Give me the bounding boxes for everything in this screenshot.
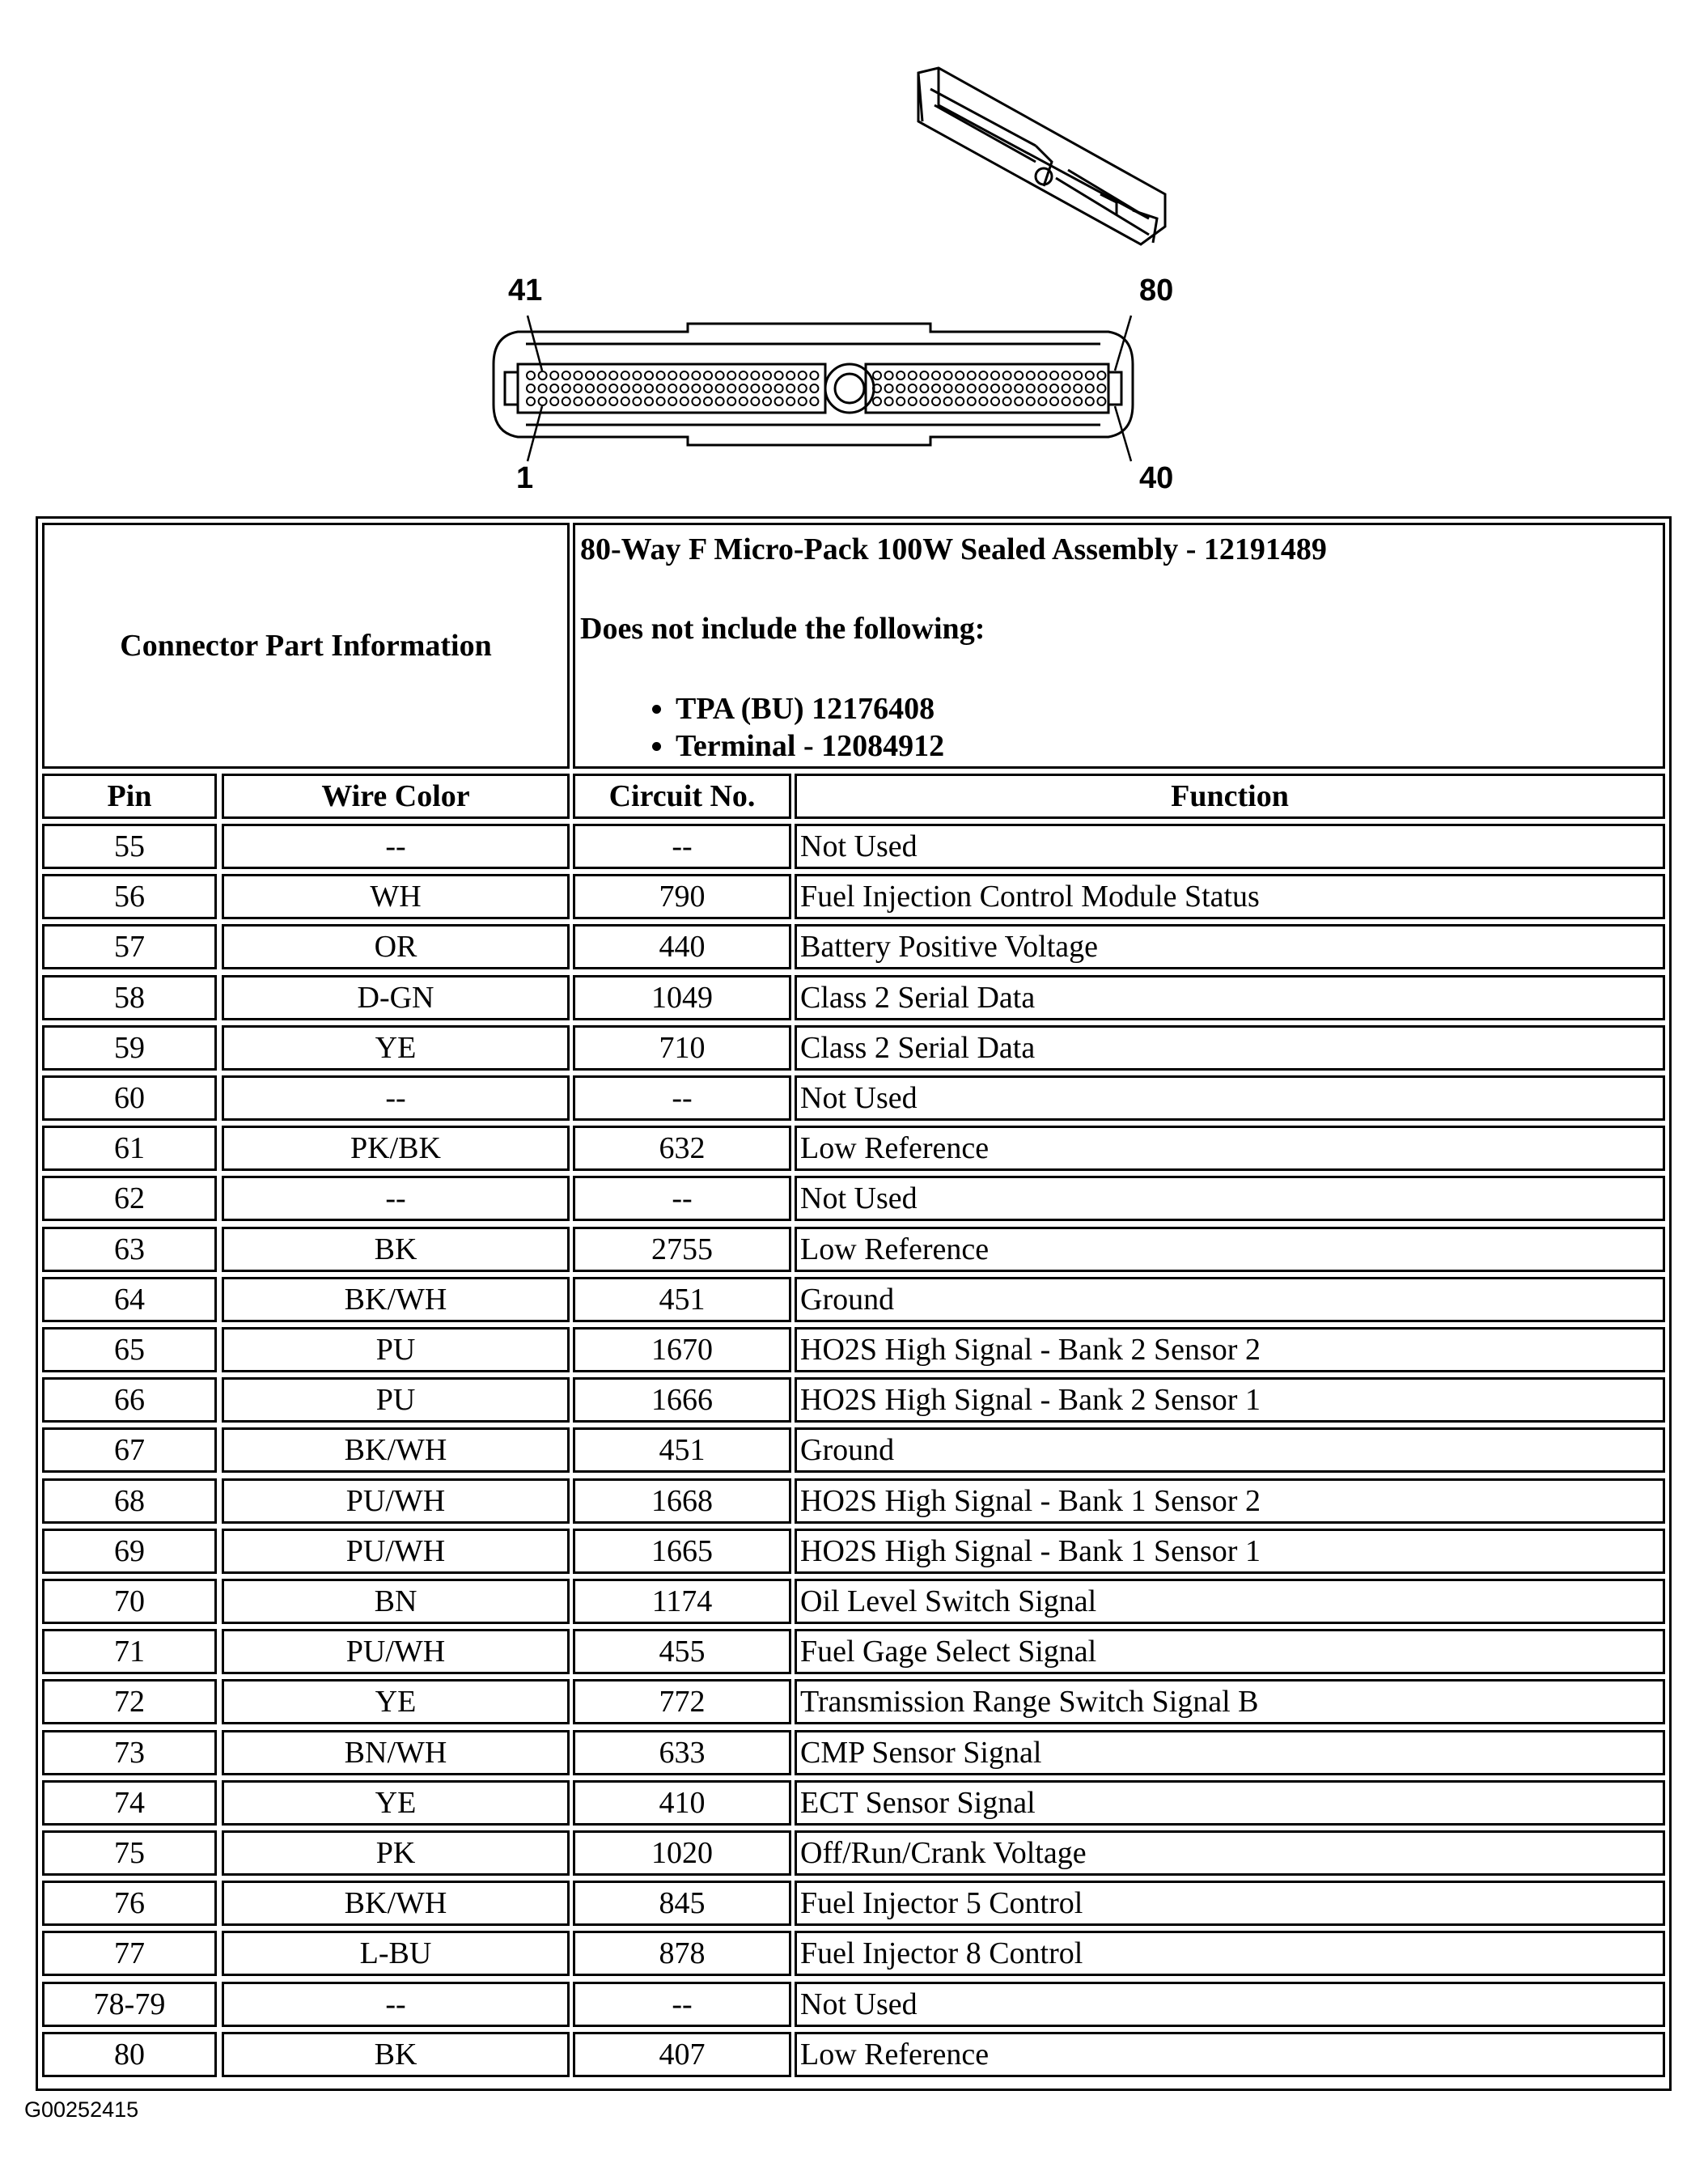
pin-hole <box>885 397 893 405</box>
pin-holes <box>527 371 1105 405</box>
pin-hole <box>621 384 629 392</box>
cell-wire-color: BK/WH <box>222 1427 570 1473</box>
pin-hole <box>527 397 535 405</box>
excludes-heading: Does not include the following: <box>580 612 985 646</box>
pin-hole <box>920 397 928 405</box>
pin-hole <box>799 384 807 392</box>
cell-function: Class 2 Serial Data <box>795 975 1665 1020</box>
cell-wire-color: BK <box>222 1227 570 1272</box>
excludes-item: • Terminal - 12084912 <box>676 727 944 765</box>
pin-hole <box>799 397 807 405</box>
pin-hole <box>1050 397 1058 405</box>
cell-circuit: 1666 <box>573 1377 791 1423</box>
pin-hole <box>574 371 582 380</box>
cell-circuit: 440 <box>573 924 791 969</box>
pin-hole <box>810 397 818 405</box>
pin-hole <box>810 371 818 380</box>
cell-pin: 75 <box>42 1830 217 1876</box>
pin-hole <box>751 397 759 405</box>
cell-wire-color: -- <box>222 1075 570 1121</box>
cell-function: Low Reference <box>795 1126 1665 1171</box>
cell-wire-color: BK/WH <box>222 1277 570 1322</box>
pin-label-41: 41 <box>508 274 543 307</box>
cell-pin: 73 <box>42 1730 217 1775</box>
cell-function: HO2S High Signal - Bank 1 Sensor 2 <box>795 1478 1665 1524</box>
cell-wire-color: YE <box>222 1679 570 1724</box>
cell-pin: 58 <box>42 975 217 1020</box>
cell-function: Not Used <box>795 1075 1665 1121</box>
pin-hole <box>991 384 999 392</box>
pin-hole <box>740 384 748 392</box>
pin-hole <box>909 397 917 405</box>
pin-hole <box>991 397 999 405</box>
pin-hole <box>751 384 759 392</box>
cell-wire-color: L-BU <box>222 1931 570 1976</box>
pin-hole <box>586 371 594 380</box>
cell-circuit: 632 <box>573 1126 791 1171</box>
cell-pin: 69 <box>42 1529 217 1574</box>
pin-hole <box>799 371 807 380</box>
cell-circuit: 878 <box>573 1931 791 1976</box>
pin-hole <box>1074 371 1082 380</box>
pin-hole <box>633 384 641 392</box>
cell-pin: 55 <box>42 824 217 869</box>
pin-hole <box>645 384 653 392</box>
cell-wire-color: BK <box>222 2032 570 2077</box>
connector-part-info-title: Connector Part Information <box>120 629 492 663</box>
pin-hole <box>598 397 606 405</box>
pin-hole <box>550 384 558 392</box>
pin-hole <box>598 371 606 380</box>
cell-wire-color: PU/WH <box>222 1629 570 1674</box>
cell-circuit: 2755 <box>573 1227 791 1272</box>
pin-hole <box>991 371 999 380</box>
cell-function: CMP Sensor Signal <box>795 1730 1665 1775</box>
cell-circuit: 410 <box>573 1780 791 1826</box>
pin-hole <box>944 371 952 380</box>
pin-hole <box>810 384 818 392</box>
pin-hole <box>968 397 976 405</box>
cell-wire-color: -- <box>222 1176 570 1221</box>
pin-hole <box>751 371 759 380</box>
cell-pin: 56 <box>42 874 217 919</box>
cell-pin: 72 <box>42 1679 217 1724</box>
pin-hole <box>944 384 952 392</box>
pin-hole <box>896 384 905 392</box>
header-circuit: Circuit No. <box>573 774 791 819</box>
pin-hole <box>598 384 606 392</box>
cell-circuit: 1174 <box>573 1579 791 1624</box>
cell-circuit: -- <box>573 824 791 869</box>
excludes-list <box>580 690 944 765</box>
pin-hole <box>1038 384 1046 392</box>
pin-hole <box>763 397 771 405</box>
pin-hole <box>1027 397 1035 405</box>
pin-label-1: 1 <box>516 461 534 495</box>
cell-function: Fuel Gage Select Signal <box>795 1629 1665 1674</box>
cell-pin: 61 <box>42 1126 217 1171</box>
cell-wire-color: -- <box>222 1982 570 2027</box>
pin-hole <box>740 397 748 405</box>
cell-circuit: 710 <box>573 1025 791 1071</box>
connector-3d-view <box>918 68 1165 244</box>
pin-hole <box>956 397 964 405</box>
pin-label-80: 80 <box>1139 274 1174 307</box>
cell-pin: 66 <box>42 1377 217 1423</box>
pin-hole <box>896 371 905 380</box>
cell-function: Fuel Injector 5 Control <box>795 1881 1665 1926</box>
cell-wire-color: WH <box>222 874 570 919</box>
pin-hole <box>786 371 795 380</box>
cell-circuit: 845 <box>573 1881 791 1926</box>
pin-hole <box>1062 371 1070 380</box>
figure-code: G00252415 <box>24 2097 139 2122</box>
pin-hole <box>727 384 735 392</box>
pin-hole <box>668 371 676 380</box>
cell-pin: 57 <box>42 924 217 969</box>
pin-hole <box>932 371 940 380</box>
pin-hole <box>692 384 700 392</box>
pin-hole <box>1015 384 1023 392</box>
pin-hole <box>1086 397 1094 405</box>
pin-hole <box>562 384 570 392</box>
cell-wire-color: PK <box>222 1830 570 1876</box>
cell-pin: 74 <box>42 1780 217 1826</box>
pin-hole <box>609 397 617 405</box>
cell-wire-color: PU <box>222 1377 570 1423</box>
pin-hole <box>740 371 748 380</box>
pin-hole <box>562 397 570 405</box>
cell-function: HO2S High Signal - Bank 2 Sensor 2 <box>795 1327 1665 1372</box>
cell-function: ECT Sensor Signal <box>795 1780 1665 1826</box>
cell-function: Off/Run/Crank Voltage <box>795 1830 1665 1876</box>
pin-hole <box>539 371 547 380</box>
cell-wire-color: PK/BK <box>222 1126 570 1171</box>
pin-hole <box>716 397 724 405</box>
pin-hole <box>680 371 689 380</box>
cell-function: Low Reference <box>795 2032 1665 2077</box>
pin-hole <box>621 397 629 405</box>
pin-hole <box>1050 384 1058 392</box>
cell-circuit: 451 <box>573 1427 791 1473</box>
pin-hole <box>979 371 987 380</box>
cell-function: Ground <box>795 1277 1665 1322</box>
pin-hole <box>657 371 665 380</box>
pin-hole <box>909 384 917 392</box>
pin-hole <box>727 397 735 405</box>
cell-function: HO2S High Signal - Bank 1 Sensor 1 <box>795 1529 1665 1574</box>
cell-pin: 59 <box>42 1025 217 1071</box>
cell-wire-color: BK/WH <box>222 1881 570 1926</box>
cell-function: Transmission Range Switch Signal B <box>795 1679 1665 1724</box>
pin-hole <box>968 371 976 380</box>
cell-pin: 63 <box>42 1227 217 1272</box>
connector-drawing <box>453 57 1197 510</box>
pin-hole <box>909 371 917 380</box>
pin-hole <box>574 384 582 392</box>
pin-label-40: 40 <box>1139 461 1174 495</box>
cell-pin: 71 <box>42 1629 217 1674</box>
cell-circuit: -- <box>573 1176 791 1221</box>
pin-hole <box>896 397 905 405</box>
pin-hole <box>633 371 641 380</box>
pin-hole <box>680 384 689 392</box>
pin-hole <box>775 371 783 380</box>
pin-hole <box>1015 397 1023 405</box>
cell-pin: 77 <box>42 1931 217 1976</box>
pin-hole <box>1003 384 1011 392</box>
cell-circuit: 1049 <box>573 975 791 1020</box>
pin-hole <box>932 384 940 392</box>
pin-hole <box>550 397 558 405</box>
pin-hole <box>1003 371 1011 380</box>
pin-hole <box>527 371 535 380</box>
cell-wire-color: YE <box>222 1780 570 1826</box>
cell-circuit: 772 <box>573 1679 791 1724</box>
pin-hole <box>873 397 881 405</box>
pin-hole <box>609 384 617 392</box>
pin-hole <box>775 384 783 392</box>
pin-hole <box>1027 384 1035 392</box>
pin-hole <box>704 371 712 380</box>
pin-hole <box>1097 371 1105 380</box>
pin-hole <box>885 371 893 380</box>
pin-hole <box>1074 384 1082 392</box>
pin-hole <box>657 397 665 405</box>
cell-pin: 70 <box>42 1579 217 1624</box>
pin-hole <box>527 384 535 392</box>
cell-circuit: 451 <box>573 1277 791 1322</box>
cell-circuit: 1668 <box>573 1478 791 1524</box>
cell-function: Not Used <box>795 1982 1665 2027</box>
cell-circuit: -- <box>573 1075 791 1121</box>
pin-hole <box>1003 397 1011 405</box>
cell-circuit: 633 <box>573 1730 791 1775</box>
pin-hole <box>1086 371 1094 380</box>
pin-hole <box>668 397 676 405</box>
cell-wire-color: D-GN <box>222 975 570 1020</box>
cell-function: Class 2 Serial Data <box>795 1025 1665 1071</box>
pin-hole <box>645 397 653 405</box>
cell-wire-color: PU/WH <box>222 1529 570 1574</box>
pin-hole <box>775 397 783 405</box>
pin-hole <box>920 371 928 380</box>
pin-hole <box>586 384 594 392</box>
cell-circuit: 407 <box>573 2032 791 2077</box>
cell-function: Fuel Injector 8 Control <box>795 1931 1665 1976</box>
cell-pin: 60 <box>42 1075 217 1121</box>
pin-hole <box>1062 397 1070 405</box>
pin-hole <box>692 397 700 405</box>
connector-diagram <box>453 57 1197 510</box>
pin-hole <box>609 371 617 380</box>
cell-pin: 64 <box>42 1277 217 1322</box>
pin-hole <box>657 384 665 392</box>
pin-hole <box>539 384 547 392</box>
pin-hole <box>668 384 676 392</box>
cell-pin: 67 <box>42 1427 217 1473</box>
pin-hole <box>550 371 558 380</box>
pin-hole <box>621 371 629 380</box>
pin-hole <box>786 384 795 392</box>
cell-pin: 62 <box>42 1176 217 1221</box>
cell-pin: 68 <box>42 1478 217 1524</box>
pin-hole <box>574 397 582 405</box>
pin-hole <box>727 371 735 380</box>
pin-hole <box>716 371 724 380</box>
pin-hole <box>1038 371 1046 380</box>
cell-function: Battery Positive Voltage <box>795 924 1665 969</box>
pin-hole <box>1038 397 1046 405</box>
pin-hole <box>885 384 893 392</box>
cell-pin: 76 <box>42 1881 217 1926</box>
pin-hole <box>704 384 712 392</box>
cell-pin: 80 <box>42 2032 217 2077</box>
pin-hole <box>873 371 881 380</box>
pin-hole <box>539 397 547 405</box>
pin-hole <box>763 371 771 380</box>
pin-hole <box>1050 371 1058 380</box>
pin-hole <box>692 371 700 380</box>
cell-circuit: -- <box>573 1982 791 2027</box>
assembly-title: 80-Way F Micro-Pack 100W Sealed Assembly - 12191489 <box>580 532 1327 566</box>
connector-part-info-label <box>42 523 570 769</box>
cell-function: Ground <box>795 1427 1665 1473</box>
header-function: Function <box>795 774 1665 819</box>
cell-circuit: 790 <box>573 874 791 919</box>
pin-hole <box>562 371 570 380</box>
pin-hole <box>956 371 964 380</box>
cell-wire-color: BN/WH <box>222 1730 570 1775</box>
pin-hole <box>1027 371 1035 380</box>
pin-hole <box>1074 397 1082 405</box>
pin-hole <box>1097 384 1105 392</box>
pin-hole <box>956 384 964 392</box>
pin-hole <box>1086 384 1094 392</box>
pin-hole <box>979 397 987 405</box>
pin-hole <box>680 397 689 405</box>
pin-hole <box>586 397 594 405</box>
pin-hole <box>716 384 724 392</box>
cell-wire-color: -- <box>222 824 570 869</box>
cell-function: Not Used <box>795 1176 1665 1221</box>
pin-hole <box>633 397 641 405</box>
pin-hole <box>1015 371 1023 380</box>
cell-wire-color: YE <box>222 1025 570 1071</box>
cell-function: Fuel Injection Control Module Status <box>795 874 1665 919</box>
header-pin: Pin <box>42 774 217 819</box>
cell-wire-color: OR <box>222 924 570 969</box>
pin-hole <box>704 397 712 405</box>
pin-hole <box>645 371 653 380</box>
pin-hole <box>979 384 987 392</box>
header-wire-color: Wire Color <box>222 774 570 819</box>
cell-pin: 78-79 <box>42 1982 217 2027</box>
cell-function: Low Reference <box>795 1227 1665 1272</box>
cell-wire-color: PU <box>222 1327 570 1372</box>
cell-circuit: 1020 <box>573 1830 791 1876</box>
connector-part-info-details <box>573 523 1665 769</box>
pin-hole <box>763 384 771 392</box>
cell-wire-color: BN <box>222 1579 570 1624</box>
pin-hole <box>932 397 940 405</box>
cell-wire-color: PU/WH <box>222 1478 570 1524</box>
pin-hole <box>920 384 928 392</box>
cell-function: HO2S High Signal - Bank 2 Sensor 1 <box>795 1377 1665 1423</box>
cell-circuit: 455 <box>573 1629 791 1674</box>
cell-function: Not Used <box>795 824 1665 869</box>
cell-circuit: 1665 <box>573 1529 791 1574</box>
cell-pin: 65 <box>42 1327 217 1372</box>
pin-hole <box>944 397 952 405</box>
pin-hole <box>1062 384 1070 392</box>
cell-circuit: 1670 <box>573 1327 791 1372</box>
excludes-item: • TPA (BU) 12176408 <box>676 690 944 727</box>
pin-hole <box>786 397 795 405</box>
cell-function: Oil Level Switch Signal <box>795 1579 1665 1624</box>
pin-hole <box>968 384 976 392</box>
pin-hole <box>1097 397 1105 405</box>
